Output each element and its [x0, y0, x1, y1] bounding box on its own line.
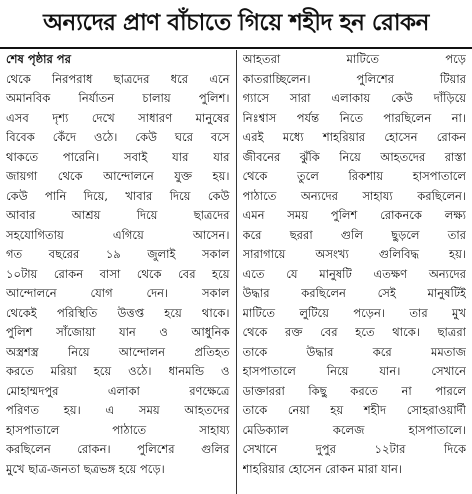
continuation-kicker: শেষ পৃষ্ঠার পর	[6, 52, 71, 66]
article-line: আহতরা মাটিতে পড়ে	[242, 52, 466, 66]
headline: অন্যদের প্রাণ বাঁচাতে গিয়ে শহীদ হন রোকন	[0, 0, 472, 49]
article-line: মাটিতে লুটিয়ে পড়েন। তার মুখ	[242, 305, 466, 320]
article-body	[6, 50, 466, 494]
article-line: তাকে নেয়া হয় শহীদ সোহরাওয়ার্দী	[242, 403, 466, 417]
article-line: বিবেক কেঁদে ওঠে। কেউ ঘরে বসে	[6, 130, 230, 144]
article-line: জায়গা থেকে আন্দোলনে যুক্ত হয়।	[6, 169, 230, 183]
article-line: থেকে নিরপরাধ ছাত্রদের ধরে এনে	[6, 71, 230, 86]
article-line: হাসপাতালে নিয়ে যান। সেখানে	[242, 364, 466, 378]
article-line: পুলিশ সাঁজোয়া যান ও আধুনিক	[6, 325, 230, 339]
article-line: সহযোগিতায় এগিয়ে আসেন।	[6, 227, 230, 242]
article-line: করতে মরিয়া হয়ে ওঠে। ধানমন্ডি ও	[6, 364, 230, 378]
article-line: জীবনের ঝুঁকি নিয়ে আহতদের রাস্তা	[242, 149, 466, 164]
article-line: পরিণত হয়। এ সময় আহতদের	[6, 403, 230, 417]
article-line: কেউ পানি দিয়ে, খাবার দিয়ে কেউ	[6, 188, 230, 203]
article-line: অস্ত্রশস্ত্র নিয়ে আন্দোলন প্রতিহত	[6, 344, 230, 359]
article-line: এরই মধ্যে শাহরিয়ার হোসেন রোকন	[242, 130, 466, 144]
article-line: হাসপাতালে পাঠাতে সাহায্য	[6, 422, 230, 437]
article-line: গত বছরের ১৯ জুলাই সকাল	[6, 247, 230, 261]
article-line: থেকে রক্ত বের হতে থাকে। ছাত্ররা	[242, 325, 466, 339]
article-line: থেকেই পরিস্থিতি উত্তপ্ত হয়ে থাকে।	[6, 305, 230, 320]
article-line: থাকতে পারেনি। সবাই যার যার	[6, 149, 230, 164]
article-line: গ্যাসে সারা এলাকায় কেউ দাঁড়িয়ে	[242, 91, 466, 105]
right-column	[237, 50, 467, 494]
article-line: এতে যে মানুষটি এতক্ষণ অন্যদের	[242, 266, 466, 281]
article-line: মেডিক্যাল কলেজ হাসপাতালে।	[242, 422, 466, 437]
left-column	[6, 50, 237, 494]
article-line: ১০টায় রোকন বাসা থেকে বের হয়ে	[6, 266, 230, 281]
article-line: মোহাম্মদপুর এলাকা রণক্ষেত্রে	[6, 383, 230, 398]
article-line: তাকে উদ্ধার করে মমতাজ	[242, 344, 466, 359]
article-line: থেকে তুলে রিকশায় হাসপাতালে	[242, 169, 466, 183]
article-line: করে ছররা গুলি ছুড়লে তার	[242, 227, 466, 242]
article-line: কাতরাচ্ছিলেন। পুলিশের টিয়ার	[242, 71, 466, 86]
article-line: উদ্ধার করছিলেন সেই মানুষটিই	[242, 286, 466, 300]
article-line: আন্দোলনে যোগ দেন। সকাল	[6, 286, 230, 300]
article-line: ডাক্তাররা কিছু করতে না পারলে	[242, 383, 466, 398]
article-line: সেখানে দুপুর ১২টার দিকে	[242, 442, 466, 456]
article-line: এসব দৃশ্য দেখে সাধারণ মানুষের	[6, 110, 230, 125]
article-line: এমন সময় পুলিশ রোকনকে লক্ষ্য	[242, 208, 466, 222]
article-line: শাহরিয়ার হোসেন রোকন মারা যান।	[242, 461, 403, 476]
article-line: আবার আশ্রয় দিয়ে ছাত্রদের	[6, 208, 230, 222]
article-line: অমানবিক নির্যাতন চালায় পুলিশ।	[6, 91, 230, 105]
article-line: করছিলেন রোকন। পুলিশের গুলির	[6, 442, 230, 456]
article-line: সারাগায়ে অসংখ্য গুলিবিদ্ধ হয়।	[242, 247, 466, 261]
article-line: নিঃশ্বাস পর্যন্ত নিতে পারছিলেন না।	[242, 110, 466, 125]
article-line: মুখে ছাত্র-জনতা ছত্রভঙ্গ হয়ে পড়ে।	[6, 461, 165, 476]
article-line: পাঠাতে অন্যদের সাহায্য করছিলেন।	[242, 188, 466, 203]
